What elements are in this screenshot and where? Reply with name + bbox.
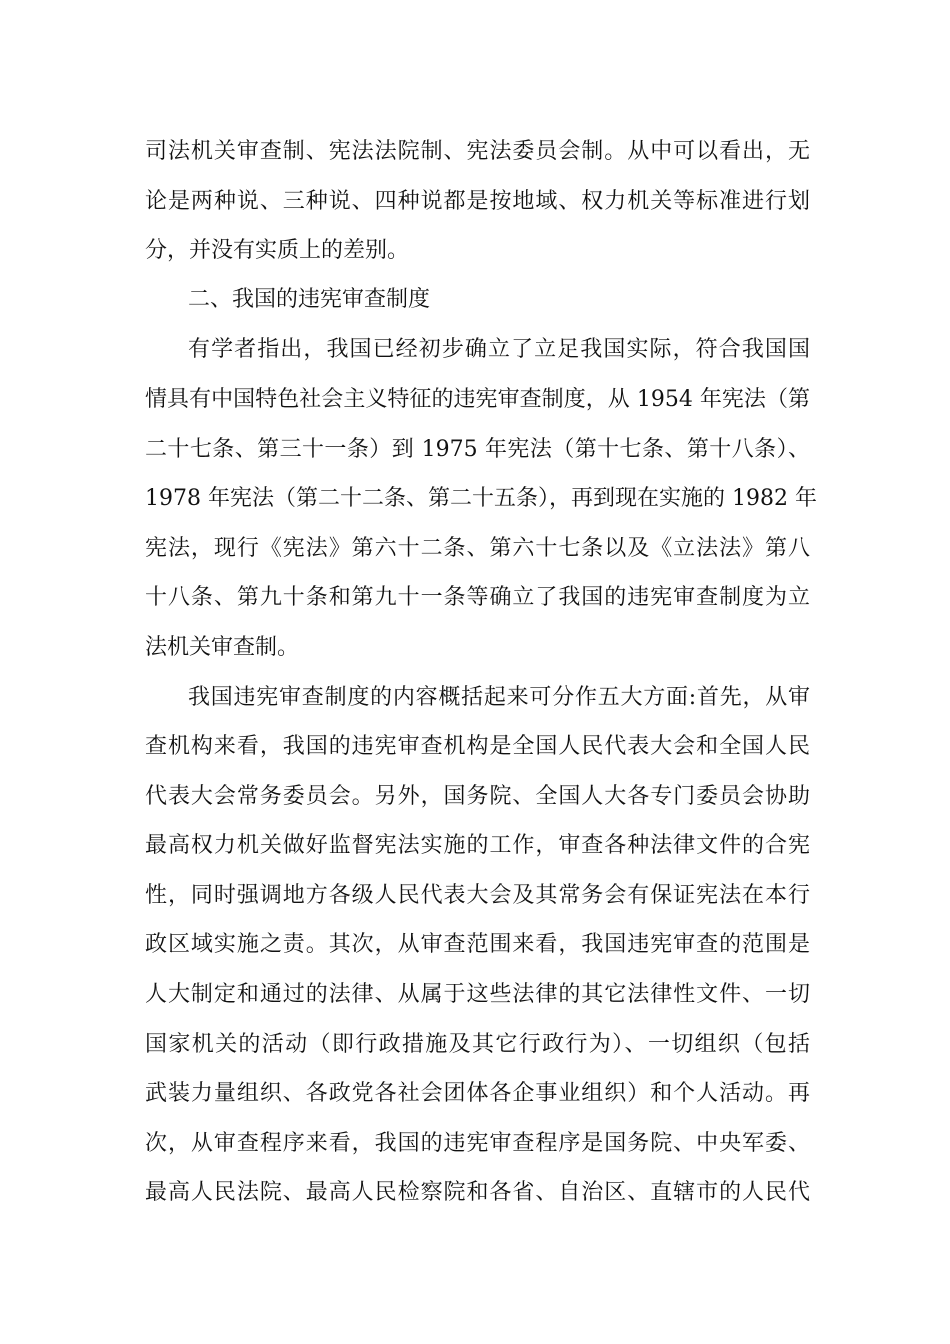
text-line: 武装力量组织、各政党各社会团体各企事业组织）和个人活动。再: [145, 1081, 810, 1106]
text-line: 1978 年宪法（第二十二条、第二十五条），再到现在实施的 1982 年: [145, 486, 817, 511]
text-line: 国家机关的活动（即行政措施及其它行政行为）、一切组织（包括: [145, 1032, 810, 1057]
section-heading: 二、我国的违宪审查制度: [188, 287, 431, 312]
text-line: 最高人民法院、最高人民检察院和各省、自治区、直辖市的人民代: [145, 1180, 810, 1205]
text-line: 宪法，现行《宪法》第六十二条、第六十七条以及《立法法》第八: [145, 536, 810, 561]
text-line: 政区域实施之责。其次，从审查范围来看，我国违宪审查的范围是: [145, 932, 810, 957]
text-line: 人大制定和通过的法律、从属于这些法律的其它法律性文件、一切: [145, 982, 810, 1007]
text-line: 我国违宪审查制度的内容概括起来可分作五大方面:首先，从审: [188, 685, 810, 710]
text-line: 论是两种说、三种说、四种说都是按地域、权力机关等标准进行划: [145, 189, 810, 214]
text-line: 二十七条、第三十一条）到 1975 年宪法（第十七条、第十八条）、: [145, 437, 810, 462]
text-line: 情具有中国特色社会主义特征的违宪审查制度，从 1954 年宪法（第: [145, 387, 810, 412]
text-line: 代表大会常务委员会。另外，国务院、全国人大各专门委员会协助: [145, 784, 810, 809]
text-line: 十八条、第九十条和第九十一条等确立了我国的违宪审查制度为立: [145, 585, 810, 610]
text-line: 分，并没有实质上的差别。: [145, 238, 410, 263]
text-line: 性，同时强调地方各级人民代表大会及其常务会有保证宪法在本行: [145, 883, 810, 908]
text-line: 最高权力机关做好监督宪法实施的工作，审查各种法律文件的合宪: [145, 833, 810, 858]
text-line: 查机构来看，我国的违宪审查机构是全国人民代表大会和全国人民: [145, 734, 810, 759]
text-line: 次，从审查程序来看，我国的违宪审查程序是国务院、中央军委、: [145, 1131, 810, 1156]
text-line: 有学者指出，我国已经初步确立了立足我国实际，符合我国国: [188, 337, 810, 362]
text-line: 司法机关审查制、宪法法院制、宪法委员会制。从中可以看出，无: [145, 139, 810, 164]
text-line: 法机关审查制。: [145, 635, 300, 660]
